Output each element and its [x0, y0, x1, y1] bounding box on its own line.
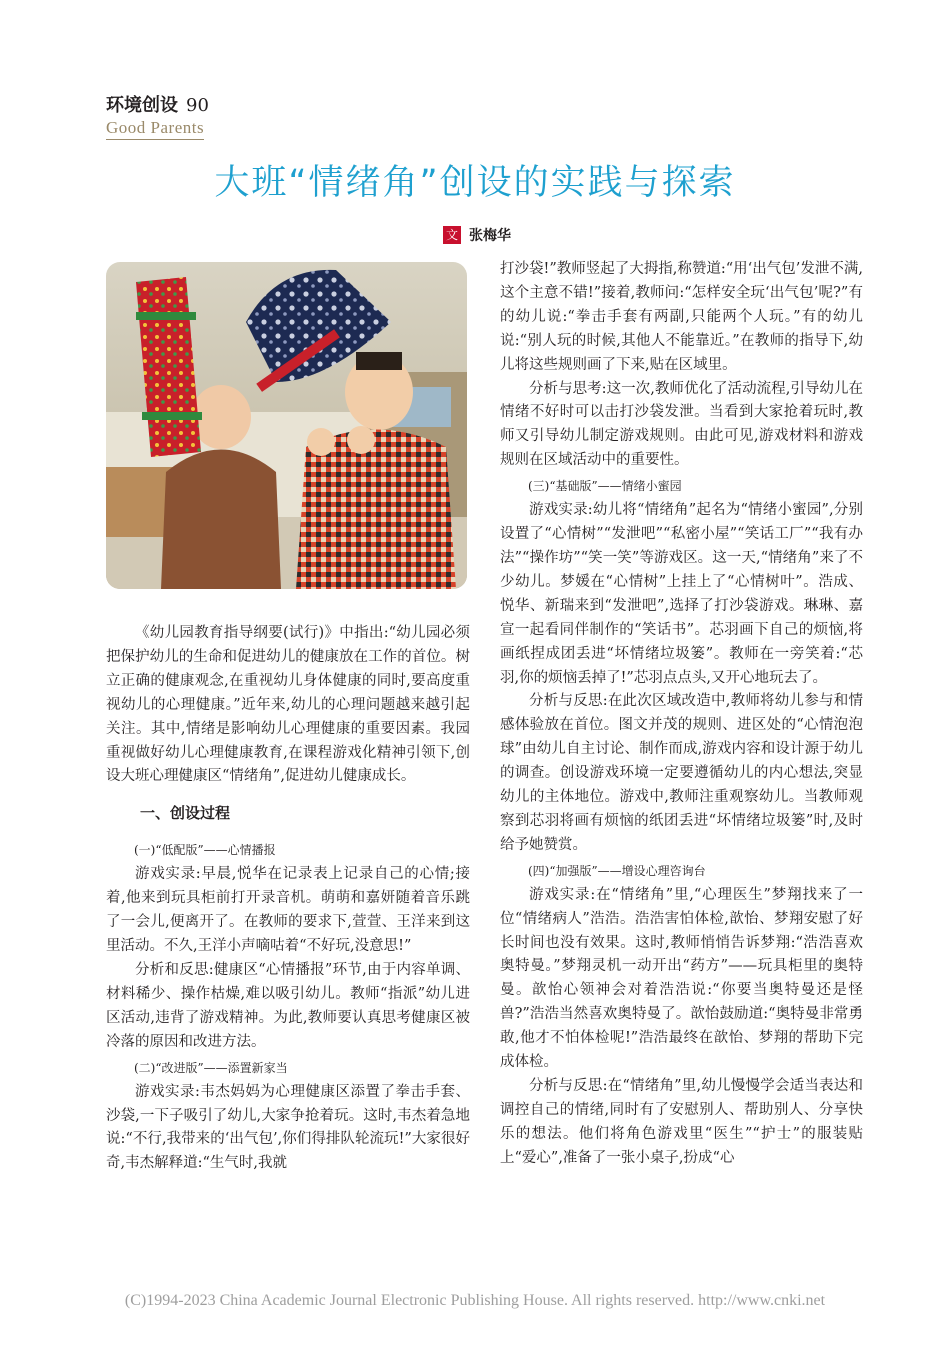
subsection-heading-3: (三)“基础版”——情绪小蜜园 [528, 479, 682, 494]
left-column [106, 622, 470, 1176]
section-name: 环境创设 [106, 95, 178, 116]
subsection-heading-2: (二)“改进版”——添置新家当 [134, 1060, 288, 1075]
subsection-heading-4: (四)“加强版”——增设心理咨询台 [528, 863, 706, 878]
intro-paragraph: 《幼儿园教育指导纲要(试行)》中指出:“幼儿园必须把保护幼儿的生命和促进幼儿的健康放在工作的首位。树立正确的健康观念,在重视幼儿身体健康的同时,要高度重视幼儿的心理健康。”近年来,幼儿的心理问题越来越引起关注。其中,情绪是影响幼儿心理健康的重要因素。我园重视做好幼儿心理健康教育,在课程游戏化精神引领下,创设大班心理健康区“情绪角”,促进幼儿健康成长。 [106, 625, 470, 785]
byline-tag: 文 [443, 226, 461, 244]
game-record-4: 游戏实录:在“情绪角”里,“心理医生”梦翔找来了一位“情绪病人”浩浩。浩浩害怕体检,歆怡、梦翔安慰了好长时间也没有效果。这时,教师悄悄告诉梦翔:“浩浩喜欢奥特曼。”梦翔灵机一动开出“药方”——玩具柜里的奥特曼。歆怡心领神会对着浩浩说:“你要当奥特曼还是怪兽?”浩浩当然喜欢奥特曼了。歆怡鼓励道:“奥特曼非常勇敢,他才不怕体检呢!”浩浩最终在歆怡、梦翔的帮助下完成体检。 [500, 886, 863, 1071]
author-name: 张梅华 [469, 228, 511, 244]
game-record-2-continued: 打沙袋!”教师竖起了大拇指,称赞道:“用‘出气包’发泄不满,这个主意不错!”接着,教师问:“怎样安全玩‘出气包’呢?”有的幼儿说:“拳击手套有两副,只能两个人玩。”有的幼儿说:“别人玩的时候,其他人不能靠近。”在教师的指导下,幼儿将这些规则画了下来,贴在区域里。 [500, 261, 863, 373]
right-column [500, 258, 863, 1171]
reflection-1: 分析和反思:健康区“心情播报”环节,由于内容单调、材料稀少、操作枯燥,难以吸引幼儿。教师“指派”幼儿进区活动,违背了游戏精神。为此,教师要认真思考健康区被冷落的原因和改进方法。 [106, 961, 470, 1050]
game-record-3: 游戏实录:幼儿将“情绪角”起名为“情绪小蜜园”,分别设置了“心情树”“发泄吧”“私密小屋”“笑话工厂”“我有办法”“操作坊”“笑一笑”等游戏区。这一天,“情绪角”来了不少幼儿。梦媛在“心情树”上挂上了“心情树叶”。浩成、悦华、新瑞来到“发泄吧”,选择了打沙袋游戏。琳琳、嘉宣一起看同伴制作的“笑话书”。芯羽画下自己的烦恼,将画纸捏成团丢进“坏情绪垃圾篓”。教师在一旁笑着:“芯羽,你的烦恼丢掉了!”芯羽点点头,又开心地玩去了。 [500, 502, 863, 686]
reflection-2: 分析与思考:这一次,教师优化了活动流程,引导幼儿在情绪不好时可以击打沙袋发泄。当看到大家抢着玩时,教师又引导幼儿制定游戏规则。由此可见,游戏材料和游戏规则在区域活动中的重要性。 [500, 380, 863, 469]
subsection-heading-1: (一)“低配版”——心情播报 [134, 843, 276, 858]
game-record-2: 游戏实录:韦杰妈妈为心理健康区添置了拳击手套、沙袋,一下子吸引了幼儿,大家争抢着玩。这时,韦杰着急地说:“不行,我带来的‘出气包’,你们得排队轮流玩!”大家很好奇,韦杰解释道:“生气时,我就 [106, 1083, 470, 1172]
byline [443, 225, 511, 245]
reflection-3: 分析与反思:在此次区域改造中,教师将幼儿参与和情感体验放在首位。图文并茂的规则、进区处的“心情泡泡球”由幼儿自主讨论、制作而成,游戏内容和设计源于幼儿的调查。创设游戏环境一定要遵循幼儿的内心想法,突显幼儿的主体地位。游戏中,教师注重观察幼儿。当教师观察到芯羽将画有烦恼的纸团丢进“坏情绪垃圾篓”时,及时给予她赞赏。 [500, 693, 863, 853]
copyright-footer: (C)1994-2023 China Academic Journal Electronic Publishing House. All rights reserved. http://www.cnki.net [124, 1292, 826, 1309]
section-header [106, 91, 209, 117]
photo-illustration [106, 262, 467, 589]
magazine-brand: Good Parents [106, 118, 204, 140]
page-number: 90 [186, 95, 209, 116]
article-title: 大班“情绪角”创设的实践与探索 [214, 163, 736, 203]
section-heading: 一、创设过程 [140, 804, 231, 823]
reflection-4: 分析与反思:在“情绪角”里,幼儿慢慢学会适当表达和调控自己的情绪,同时有了安慰别人、帮助别人、分享快乐的想法。他们将角色游戏里“医生”“护士”的服装贴上“爱心”,准备了一张小桌子,扮成“心 [500, 1078, 863, 1166]
game-record-1: 游戏实录:早晨,悦华在记录表上记录自己的心情;接着,他来到玩具柜前打开录音机。萌萌和嘉妍随着音乐跳了一会儿,便离开了。在教师的要求下,萱萱、王洋来到这里活动。不久,王洋小声嘀咕着“不好玩,没意思!” [106, 866, 470, 955]
article-photo [106, 262, 467, 589]
